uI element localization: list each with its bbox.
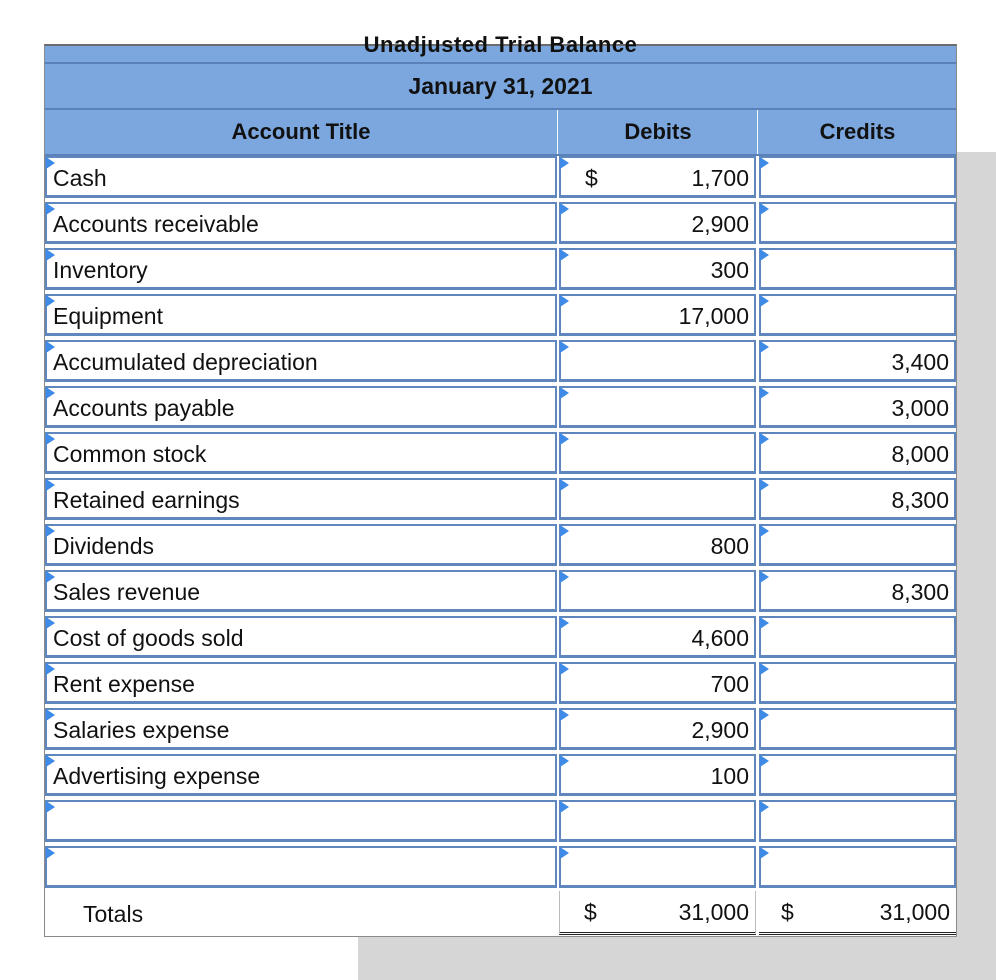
table-row <box>45 662 956 708</box>
debit-value: 17,000 <box>678 303 749 329</box>
table-row <box>45 386 956 432</box>
input-marker-icon <box>760 801 769 813</box>
debit-value: 100 <box>710 763 749 789</box>
debit-input[interactable] <box>559 524 756 566</box>
debit-value: 800 <box>710 533 749 559</box>
credit-input[interactable] <box>759 754 956 796</box>
account-title-input[interactable] <box>45 708 557 750</box>
credit-input[interactable] <box>759 800 956 842</box>
input-marker-icon <box>46 847 55 859</box>
account-title-input[interactable] <box>45 156 557 198</box>
table-row <box>45 432 956 478</box>
input-marker-icon <box>760 847 769 859</box>
debit-value: 1,700 <box>691 165 749 191</box>
credit-input[interactable] <box>759 478 956 520</box>
debit-dollar-sign: $ <box>585 165 598 191</box>
table-row <box>45 524 956 570</box>
debit-value: 2,900 <box>691 717 749 743</box>
account-title-input[interactable] <box>45 478 557 520</box>
input-marker-icon <box>560 617 569 629</box>
input-marker-icon <box>560 387 569 399</box>
account-title-text: Cash <box>53 165 107 191</box>
debit-input[interactable] <box>559 478 756 520</box>
account-title-input[interactable] <box>45 202 557 244</box>
input-marker-icon <box>560 525 569 537</box>
column-header-row <box>45 110 956 156</box>
input-marker-icon <box>560 295 569 307</box>
debit-value: 2,900 <box>691 211 749 237</box>
table-row <box>45 340 956 386</box>
debit-input[interactable] <box>559 432 756 474</box>
total-debits-dollar-sign: $ <box>584 899 597 925</box>
credit-value: 8,300 <box>891 487 949 513</box>
credit-input[interactable] <box>759 846 956 888</box>
input-marker-icon <box>560 847 569 859</box>
totals-row <box>45 891 956 937</box>
input-marker-icon <box>760 663 769 675</box>
debits-header: Debits <box>559 110 758 154</box>
input-marker-icon <box>760 203 769 215</box>
account-title-text: Accumulated depreciation <box>53 349 318 375</box>
account-title-text: Rent expense <box>53 671 195 697</box>
input-marker-icon <box>760 479 769 491</box>
account-title-header: Account Title <box>45 110 558 154</box>
credit-input[interactable] <box>759 570 956 612</box>
debit-input[interactable] <box>559 570 756 612</box>
account-title-input[interactable] <box>45 616 557 658</box>
account-title-input[interactable] <box>45 800 557 842</box>
input-marker-icon <box>560 341 569 353</box>
input-marker-icon <box>760 249 769 261</box>
account-title-text: Advertising expense <box>53 763 261 789</box>
account-title-text: Equipment <box>53 303 163 329</box>
input-marker-icon <box>760 709 769 721</box>
input-marker-icon <box>560 663 569 675</box>
account-title-text: Salaries expense <box>53 717 230 743</box>
input-marker-icon <box>560 157 569 169</box>
input-marker-icon <box>560 709 569 721</box>
input-marker-icon <box>560 755 569 767</box>
credit-input[interactable] <box>759 386 956 428</box>
credit-value: 8,300 <box>891 579 949 605</box>
credit-input[interactable] <box>759 616 956 658</box>
input-marker-icon <box>46 801 55 813</box>
input-marker-icon <box>560 571 569 583</box>
credit-input[interactable] <box>759 708 956 750</box>
table-row <box>45 846 956 892</box>
input-marker-icon <box>560 249 569 261</box>
debit-input[interactable] <box>559 754 756 796</box>
input-marker-icon <box>560 479 569 491</box>
report-date-band <box>45 64 956 110</box>
debit-input[interactable] <box>559 846 756 888</box>
input-marker-icon <box>560 801 569 813</box>
debit-input[interactable] <box>559 294 756 336</box>
debit-value: 4,600 <box>691 625 749 651</box>
account-title-text: Retained earnings <box>53 487 240 513</box>
debit-input[interactable] <box>559 156 756 198</box>
account-title-text: Sales revenue <box>53 579 201 605</box>
report-title: Unadjusted Trial Balance <box>363 32 638 57</box>
debit-input[interactable] <box>559 248 756 290</box>
credits-header: Credits <box>819 119 896 144</box>
table-row <box>45 202 956 248</box>
total-credits-cell <box>759 891 956 935</box>
input-marker-icon <box>760 525 769 537</box>
input-marker-icon <box>760 295 769 307</box>
debit-input[interactable] <box>559 386 756 428</box>
debit-value: 300 <box>710 257 749 283</box>
table-row <box>45 754 956 800</box>
debit-input[interactable] <box>559 616 756 658</box>
debit-input[interactable] <box>559 662 756 704</box>
debit-value: 700 <box>710 671 749 697</box>
table-row <box>45 294 956 340</box>
input-marker-icon <box>760 755 769 767</box>
input-marker-icon <box>760 617 769 629</box>
account-title-input[interactable] <box>45 846 557 888</box>
credit-input[interactable] <box>759 156 956 198</box>
account-title-text: Common stock <box>53 441 207 467</box>
debit-input[interactable] <box>559 800 756 842</box>
totals-label: Totals <box>83 901 144 927</box>
credit-input[interactable] <box>759 662 956 704</box>
credit-input[interactable] <box>759 524 956 566</box>
credit-input[interactable] <box>759 294 956 336</box>
report-date: January 31, 2021 <box>408 73 593 99</box>
input-marker-icon <box>760 571 769 583</box>
input-marker-icon <box>560 203 569 215</box>
account-title-input[interactable] <box>45 386 557 428</box>
report-title-band <box>45 32 956 64</box>
account-title-input[interactable] <box>45 340 557 382</box>
input-marker-icon <box>760 157 769 169</box>
debit-input[interactable] <box>559 202 756 244</box>
total-credits-dollar-sign: $ <box>781 899 794 925</box>
table-row <box>45 800 956 846</box>
total-debits-value: 31,000 <box>678 899 749 925</box>
account-title-input[interactable] <box>45 662 557 704</box>
account-title-text: Accounts receivable <box>53 211 259 237</box>
account-title-input[interactable] <box>45 570 557 612</box>
credit-input[interactable] <box>759 248 956 290</box>
input-marker-icon <box>560 433 569 445</box>
credit-input[interactable] <box>759 432 956 474</box>
total-credits-value: 31,000 <box>879 899 950 925</box>
account-title-input[interactable] <box>45 754 557 796</box>
credit-input[interactable] <box>759 202 956 244</box>
table-row <box>45 616 956 662</box>
table-row <box>45 248 956 294</box>
table-row <box>45 570 956 616</box>
credit-value: 8,000 <box>891 441 949 467</box>
input-marker-icon <box>760 341 769 353</box>
account-title-text: Inventory <box>53 257 148 283</box>
account-title-input[interactable] <box>45 248 557 290</box>
credit-value: 3,400 <box>891 349 949 375</box>
table-row <box>45 156 956 202</box>
account-title-input[interactable] <box>45 294 557 336</box>
table-row <box>45 478 956 524</box>
credit-input[interactable] <box>759 340 956 382</box>
input-marker-icon <box>760 433 769 445</box>
account-title-input[interactable] <box>45 432 557 474</box>
input-marker-icon <box>760 387 769 399</box>
credit-value: 3,000 <box>891 395 949 421</box>
debit-input[interactable] <box>559 340 756 382</box>
total-debits-cell <box>559 891 756 935</box>
account-title-text: Cost of goods sold <box>53 625 244 651</box>
account-title-input[interactable] <box>45 524 557 566</box>
debit-input[interactable] <box>559 708 756 750</box>
account-title-text: Dividends <box>53 533 154 559</box>
table-row <box>45 708 956 754</box>
account-title-text: Accounts payable <box>53 395 235 421</box>
